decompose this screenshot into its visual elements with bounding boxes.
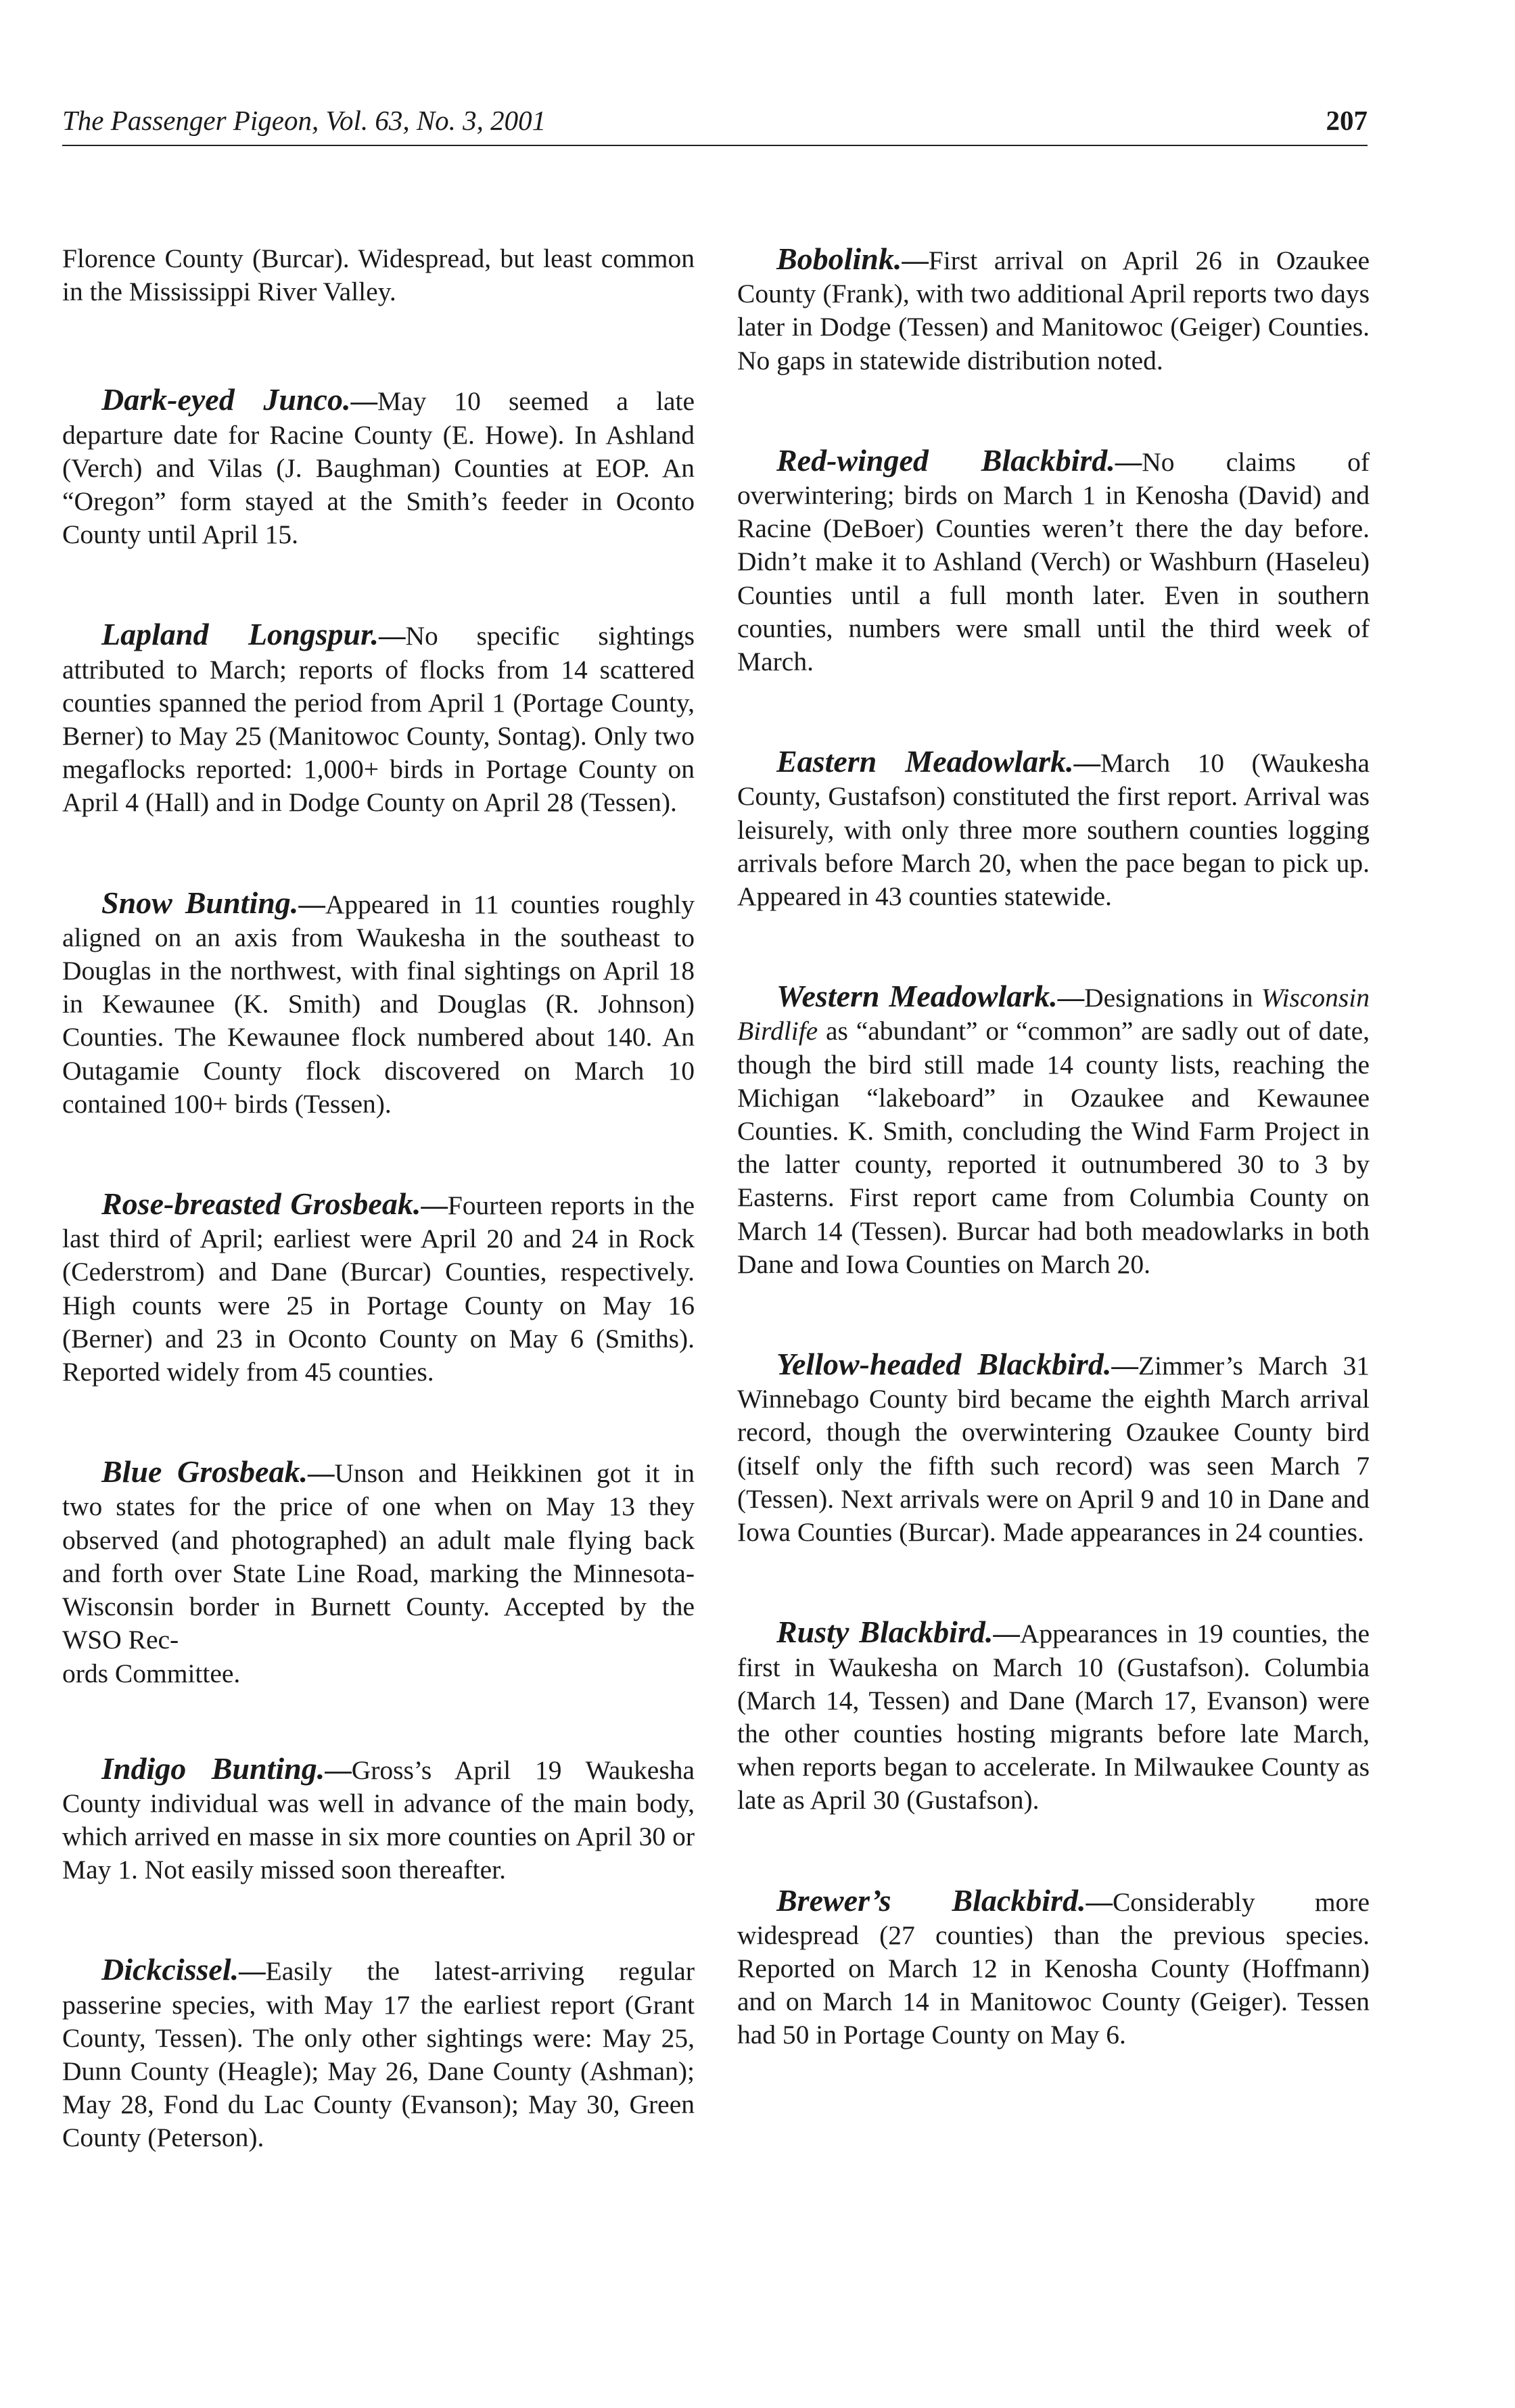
species-name: Western Meadowlark.: [776, 979, 1058, 1014]
species-entry: Bobolink.—First arrival on April 26 in Ozaukee County (Frank), with two additional April reports two days later in Dodge (Tessen) and Manitowoc (Geiger) Counties. No gaps in statewide distribution noted.: [737, 241, 1370, 375]
species-name: Yellow-headed Blackbird.: [776, 1347, 1112, 1382]
journal-title: The Passenger Pigeon, Vol. 63, No. 3, 2001: [62, 105, 546, 136]
species-name: Blue Grosbeak.: [101, 1454, 308, 1489]
species-text: Appeared in 11 counties roughly aligned on an axis from Waukesha in the southeast to Douglas in the northwest, with final sightings on April 18 in Kewaunee (K. Smith) and Douglas (R. Johnson) Counties. The Kewaunee flock numbered about 140. An Outagamie County flock discovered on March 10 contained 100+ birds (Tessen).: [62, 889, 695, 1119]
page-number: 207: [1326, 105, 1368, 136]
species-text: First arrival on April 26 in Ozaukee County (Frank), with two additional April reports two days later in Dodge (Tessen) and Manitowoc (Geiger) Counties. No gaps in statewide distribution noted.: [737, 246, 1370, 375]
species-text: No claims of overwintering; birds on March 1 in Kenosha (David) and Racine (DeBoer) Counties weren’t there the day before. Didn’t make it to Ashland (Verch) or Washburn (Haseleu) Counties until a full month later. Even in southern counties, numbers were small until the third week of March.: [737, 446, 1370, 677]
species-name: Red-winged Blackbird.: [776, 442, 1115, 478]
species-text: Zimmer’s March 31 Winnebago County bird became the eighth March arrival record, though the overwintering Ozaukee County bird (itself only the fifth such record) was seen March 7 (Tessen). Next arrivals were on April 9 and 10 in Dane and Iowa Counties (Burcar). Made appearances in 24 counties.: [737, 1351, 1370, 1548]
species-text-lead: Designations in: [1084, 983, 1261, 1013]
species-name: Lapland Longspur.: [101, 617, 379, 652]
species-text: March 10 (Waukesha County, Gustafson) constituted the first report. Arrival was leisurely, with only three more southern counties logging arrivals before March 20, when the pace began to pick up. Appeared in 43 counties statewide.: [737, 748, 1370, 912]
species-text: Appearances in 19 counties, the first in Waukesha on March 10 (Gustafson). Columbia (March 14, Tessen) and Dane (March 17, Evanson) were the other counties hosting migrants before late March, when reports began to accelerate. In Milwaukee County as late as April 30 (Gustafson).: [737, 1619, 1370, 1815]
species-name: Indigo Bunting.: [101, 1751, 325, 1786]
species-entry: Lapland Longspur.—No specific sightings attributed to March; reports of flocks from 14 scattered counties spanned the period from April 1 (Portage County, Berner) to May 25 (Manitowoc County, Sontag). Only two megaflocks reported: 1,000+ birds in Portage County on April 4 (Hall) and in Dodge County on April 28 (Tessen).: [62, 617, 695, 818]
species-text: May 10 seemed a late departure date for Racine County (E. Howe). In Ashland (Verch) and Vilas (J. Baughman) Counties at EOP. An “Oregon” form stayed at the Smith’s feeder in Oconto County until April 15.: [62, 386, 695, 550]
species-entry: Dickcissel.—Easily the latest-arriving regular passerine species, with May 17 the earliest report (Grant County, Tessen). The only other sightings were: May 25, Dunn County (Heagle); May 26, Dane County (Ashman); May 28, Fond du Lac County (Evanson); May 30, Green County (Peterson).: [62, 1952, 695, 2153]
species-text: Unson and Heikkinen got it in two states for the price of one when on May 13 they observed (and photographed) an adult male flying back and forth over State Line Road, marking the Minnesota-Wisconsin border in Burnett County. Accepted by the WSO Rec-: [62, 1458, 695, 1655]
species-name: Bobolink.: [776, 241, 902, 276]
species-entry: Brewer’s Blackbird.—Considerably more widespread (27 counties) than the previous species. Reported on March 12 in Kenosha County (Hoffmann) and on March 14 in Manitowoc County (Geiger). Tessen had 50 in Portage County on May 6.: [737, 1882, 1370, 2050]
header-rule: [62, 145, 1368, 146]
species-text: No specific sightings attributed to March; reports of flocks from 14 scattered counties spanned the period from April 1 (Portage County, Berner) to May 25 (Manitowoc County, Sontag). Only two megaflocks reported: 1,000+ birds in Portage County on April 4 (Hall) and in Dodge County on April 28 (Tessen).: [62, 621, 695, 818]
right-column: [737, 242, 1370, 2118]
species-entry: Yellow-headed Blackbird.—Zimmer’s March 31 Winnebago County bird became the eighth March arrival record, though the overwintering Ozaukee County bird (itself only the fifth such record) was seen March 7 (Tessen). Next arrivals were on April 9 and 10 in Dane and Iowa Counties (Burcar). Made appearances in 24 counties.: [737, 1347, 1370, 1548]
species-name: Eastern Meadowlark.: [776, 744, 1074, 779]
species-name: Rose-breasted Grosbeak.: [101, 1186, 421, 1222]
species-entry: Dark-eyed Junco.—May 10 seemed a late departure date for Racine County (E. Howe). In Ashland (Verch) and Vilas (J. Baughman) Counties at EOP. An “Oregon” form stayed at the Smith’s feeder in Oconto County until April 15.: [62, 382, 695, 550]
species-name: Dickcissel.: [101, 1952, 239, 1987]
species-text: as “abundant” or “common” are sadly out of date, though the bird still made 14 county lists, reaching the Michigan “lakeboard” in Ozaukee and Kewaunee Counties. K. Smith, concluding the Wind Farm Project in the latter county, reported it outnumbered 30 to 3 by Easterns. First report came from Columbia County on March 14 (Tessen). Burcar had both meadowlarks in both Dane and Iowa Counties on March 20.: [737, 1016, 1370, 1279]
species-text: Considerably more widespread (27 counties) than the previous species. Reported on March 12 in Kenosha County (Hoffmann) and on March 14 in Manitowoc County (Geiger). Tessen had 50 in Portage County on May 6.: [737, 1886, 1370, 2050]
species-entry: Rose-breasted Grosbeak.—Fourteen reports in the last third of April; earliest were April 20 and 24 in Rock (Cederstrom) and Dane (Burcar) Counties, respectively. High counts were 25 in Portage County on May 16 (Berner) and 23 in Oconto County on May 6 (Smiths). Reported widely from 45 counties.: [62, 1186, 695, 1387]
clipped-text-line: ords Committee.: [62, 1658, 241, 1686]
species-name: Snow Bunting.: [101, 885, 299, 920]
continuation-paragraph: Florence County (Burcar). Widespread, but least common in the Mississippi River Valley.: [62, 244, 695, 307]
species-name: Rusty Blackbird.: [776, 1615, 994, 1650]
species-entry: Western Meadowlark.—Designations in Wisconsin Birdlife as “abundant” or “common” are sadly out of date, though the bird still made 14 county lists, reaching the Michigan “lakeboard” in Ozaukee and Kewaunee Counties. K. Smith, concluding the Wind Farm Project in the latter county, reported it outnumbered 30 to 3 by Easterns. First report came from Columbia County on March 14 (Tessen). Burcar had both meadowlarks in both Dane and Iowa Counties on March 20.: [737, 979, 1370, 1279]
species-name: Dark-eyed Junco.: [101, 382, 351, 417]
species-entry: Snow Bunting.—Appeared in 11 counties roughly aligned on an axis from Waukesha in the southeast to Douglas in the northwest, with final sightings on April 18 in Kewaunee (K. Smith) and Douglas (R. Johnson) Counties. The Kewaunee flock numbered about 140. An Outagamie County flock discovered on March 10 contained 100+ birds (Tessen).: [62, 885, 695, 1119]
left-column: [62, 242, 695, 2221]
species-text: Easily the latest-arriving regular passerine species, with May 17 the earliest report (Grant County, Tessen). The only other sightings were: May 25, Dunn County (Heagle); May 26, Dane County (Ashman); May 28, Fond du Lac County (Evanson); May 30, Green County (Peterson).: [62, 1956, 695, 2153]
species-text: Fourteen reports in the last third of April; earliest were April 20 and 24 in Rock (Cederstrom) and Dane (Burcar) Counties, respectively. High counts were 25 in Portage County on May 16 (Berner) and 23 in Oconto County on May 6 (Smiths). Reported widely from 45 counties.: [62, 1190, 695, 1387]
running-head: [62, 101, 1368, 139]
species-entry: Indigo Bunting.—Gross’s April 19 Waukesha County individual was well in advance of the main body, which arrived en masse in six more counties on April 30 or May 1. Not easily missed soon thereafter.: [62, 1751, 695, 1885]
book-title: Wisconsin Birdlife: [737, 983, 1370, 1046]
species-entry: Blue Grosbeak.—Unson and Heikkinen got it in two states for the price of one when on May 13 they observed (and photographed) an adult male flying back and forth over State Line Road, marking the Minnesota-Wisconsin border in Burnett County. Accepted by the WSO Rec- ords Committee.: [62, 1454, 695, 1686]
species-entry: Eastern Meadowlark.—March 10 (Waukesha County, Gustafson) constituted the first report. Arrival was leisurely, with only three more southern counties logging arrivals before March 20, when the pace began to pick up. Appeared in 43 counties statewide.: [737, 744, 1370, 912]
species-entry: Red-winged Blackbird.—No claims of overwintering; birds on March 1 in Kenosha (David) and Racine (DeBoer) Counties weren’t there the day before. Didn’t make it to Ashland (Verch) or Washburn (Haseleu) Counties until a full month later. Even in southern counties, numbers were small until the third week of March.: [737, 442, 1370, 677]
species-entry: Rusty Blackbird.—Appearances in 19 counties, the first in Waukesha on March 10 (Gustafson). Columbia (March 14, Tessen) and Dane (March 17, Evanson) were the other counties hosting migrants before late March, when reports began to accelerate. In Milwaukee County as late as April 30 (Gustafson).: [737, 1615, 1370, 1815]
species-name: Brewer’s Blackbird.: [776, 1882, 1086, 1918]
species-text: Gross’s April 19 Waukesha County individual was well in advance of the main body, which arrived en masse in six more counties on April 30 or May 1. Not easily missed soon thereafter.: [62, 1755, 695, 1885]
